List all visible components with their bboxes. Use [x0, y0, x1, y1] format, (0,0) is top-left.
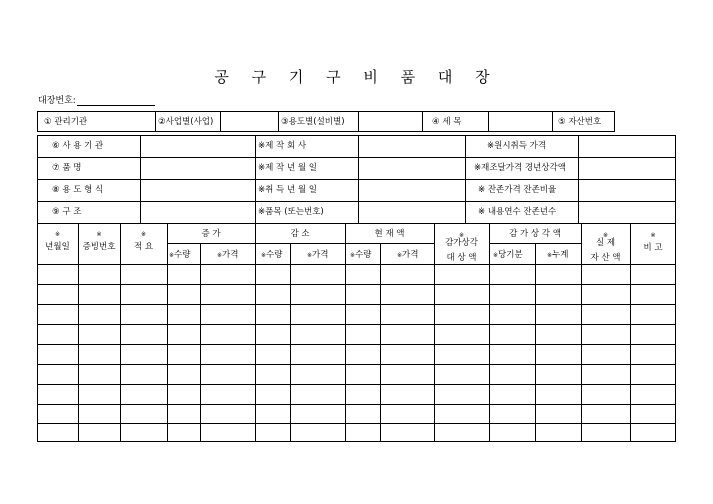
depreciation-base-header [434, 233, 489, 262]
using-agency-label: ⑥ 사 용 기 관 [52, 141, 104, 151]
item-name-label: ⑦ 품 명 [52, 163, 82, 173]
column-divider [380, 243, 381, 442]
divider [578, 135, 579, 223]
column-divider [630, 223, 631, 442]
divider [358, 135, 359, 223]
residual-value-label: ※ 잔존가격 잔존비율 [478, 185, 557, 195]
current-qty-header: ※수량 [350, 250, 372, 260]
mark-icon: ※ [650, 232, 656, 239]
column-divider [167, 223, 168, 442]
divider [358, 111, 359, 132]
voucher-column-header [78, 232, 120, 252]
increase-qty-header: ※수량 [169, 250, 191, 260]
divider [552, 111, 553, 132]
column-divider [200, 243, 201, 442]
mark-icon: ※ [140, 231, 147, 238]
row-line [37, 157, 676, 158]
table-row [37, 423, 676, 424]
divider [155, 111, 156, 132]
item-category-label: ④ 세 목 [432, 117, 462, 127]
increase-price-header: ※가격 [217, 250, 239, 260]
summary-column-header [120, 232, 167, 252]
decrease-qty-header: ※수량 [261, 250, 283, 260]
asset-number-label: ⑤ 자산번호 [558, 117, 602, 127]
decrease-header: 감 소 [290, 229, 310, 239]
management-agency-label: ① 관리기관 [44, 117, 88, 127]
date-column-header [37, 232, 78, 252]
remarks-label: 비 고 [643, 243, 663, 253]
summary-label: 적 요 [133, 242, 154, 252]
column-divider [255, 223, 256, 442]
replacement-price-label: ※재조달가격 경년상각액 [474, 163, 566, 173]
divider [488, 111, 489, 132]
column-divider [345, 223, 346, 442]
dep-total-header: ※누계 [547, 250, 569, 260]
divider [278, 111, 279, 132]
structure-label: ⑨ 구 조 [52, 207, 82, 217]
voucher-label: 증빙번호 [82, 242, 116, 252]
usage-form-label: ⑧ 용 도 형 식 [52, 185, 104, 195]
dep-base-top: ※ 감가상각 [445, 232, 478, 248]
column-divider [489, 223, 490, 442]
table-row [37, 304, 676, 305]
table-row [37, 284, 676, 285]
divider [220, 111, 221, 132]
ledger-number-field [38, 93, 155, 106]
table-row [37, 324, 676, 325]
divider [140, 135, 141, 223]
real-asset-header [581, 233, 630, 262]
usage-type-label: ③용도별(설비별) [281, 117, 345, 127]
table-row [37, 364, 676, 365]
subheader-line [167, 243, 434, 244]
row-line [37, 201, 676, 202]
dep-current-header: ※당기분 [493, 250, 523, 260]
table-row [37, 344, 676, 345]
business-type-label: ②사업별(사업) [158, 117, 214, 127]
depreciation-amount-header: 감 가 상 각 액 [509, 229, 561, 239]
real-asset-bottom: 자 산 액 [590, 252, 621, 263]
ledger-number-label: 대장번호: [38, 96, 76, 106]
manufacturer-label: ※제 작 회 사 [258, 141, 307, 151]
table-row [37, 404, 676, 405]
divider [465, 135, 466, 223]
date-label: 년월일 [45, 242, 70, 252]
current-price-header: ※가격 [397, 250, 419, 260]
divider [255, 135, 256, 223]
mark-icon: ※ [96, 231, 102, 238]
row-line [37, 179, 676, 180]
divider [422, 111, 423, 132]
remarks-column-header [630, 233, 676, 253]
useful-life-label: ※ 내용연수 잔존년수 [478, 207, 557, 217]
page-title: 공 구 기 구 비 품 대 장 [214, 68, 499, 86]
column-divider [290, 243, 291, 442]
dep-base-bottom: 대 상 액 [446, 252, 477, 263]
acquisition-date-label: ※취 득 년 월 일 [258, 185, 317, 195]
column-divider [535, 243, 536, 442]
real-asset-top: ※ 실 제 [595, 232, 616, 248]
increase-header: 증 가 [201, 229, 221, 239]
column-divider [120, 223, 121, 442]
decrease-price-header: ※가격 [307, 250, 329, 260]
item-number-label: ※품목 (또는번호) [258, 207, 324, 217]
mark-icon: ※ [54, 231, 61, 238]
column-divider [78, 223, 79, 442]
ledger-number-line [77, 95, 155, 106]
current-amount-header: 현 재 액 [374, 229, 405, 239]
table-row [37, 384, 676, 385]
manufacture-date-label: ※제 작 년 월 일 [258, 163, 317, 173]
original-price-label: ※원시취득 가격 [487, 141, 547, 151]
